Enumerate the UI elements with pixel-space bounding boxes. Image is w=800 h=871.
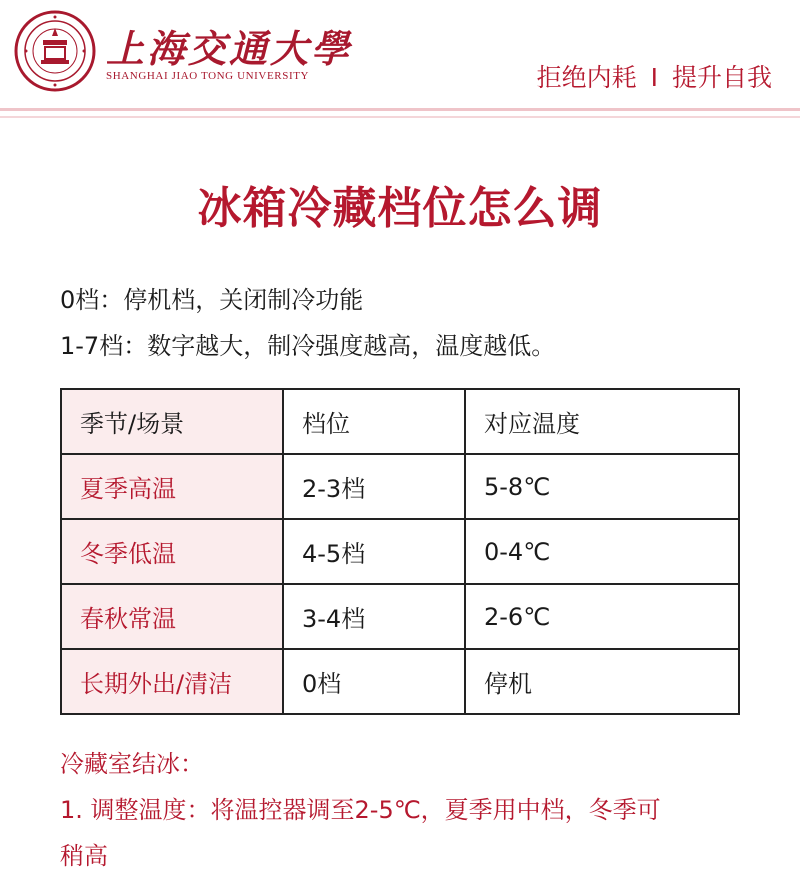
table-cell-temperature: 2-6℃	[465, 584, 739, 649]
icing-tip-1: 1. 调整温度：将温控器调至2-5℃，夏季用中档，冬季可	[60, 796, 661, 824]
header-slogan	[537, 58, 772, 94]
slogan-right: 提升自我	[671, 63, 772, 92]
table-header-row	[61, 389, 739, 454]
slogan-separator: I	[650, 63, 658, 92]
page-header	[0, 0, 800, 112]
table-cell-gear: 0档	[283, 649, 465, 714]
gear-setting-table	[60, 388, 740, 715]
table-cell-scene: 长期外出/清洁	[61, 649, 283, 714]
table-cell-temperature: 停机	[465, 649, 739, 714]
table-header-cell: 对应温度	[465, 389, 739, 454]
table-cell-gear: 4-5档	[283, 519, 465, 584]
page-title: 冰箱冷藏档位怎么调	[197, 183, 603, 234]
slogan-left: 拒绝内耗	[536, 63, 637, 92]
table-cell-gear: 2-3档	[283, 454, 465, 519]
table-row	[61, 649, 739, 714]
table-row	[61, 454, 739, 519]
table-cell-temperature: 5-8℃	[465, 454, 739, 519]
university-logo-chinese: 上海交通大學	[106, 26, 353, 71]
icing-section-heading: 冷藏室结冰：	[60, 750, 204, 778]
university-logo-english: SHANGHAI JIAO TONG UNIVERSITY	[106, 70, 310, 82]
intro-line-gear-1-7: 1-7档：数字越大，制冷强度越高，温度越低。	[60, 332, 556, 360]
table-cell-scene: 冬季低温	[61, 519, 283, 584]
intro-line-gear-0: 0档：停机档，关闭制冷功能	[60, 286, 364, 314]
table-row	[61, 519, 739, 584]
table-row	[61, 584, 739, 649]
table-cell-scene: 春秋常温	[61, 584, 283, 649]
header-divider	[0, 108, 800, 111]
icing-tip-1-continued: 稍高	[60, 842, 108, 870]
table-header-cell: 档位	[283, 389, 465, 454]
header-divider-secondary	[0, 116, 800, 118]
table-header-cell: 季节/场景	[61, 389, 283, 454]
university-seal-icon	[14, 10, 96, 92]
table-cell-gear: 3-4档	[283, 584, 465, 649]
table-cell-scene: 夏季高温	[61, 454, 283, 519]
table-cell-temperature: 0-4℃	[465, 519, 739, 584]
